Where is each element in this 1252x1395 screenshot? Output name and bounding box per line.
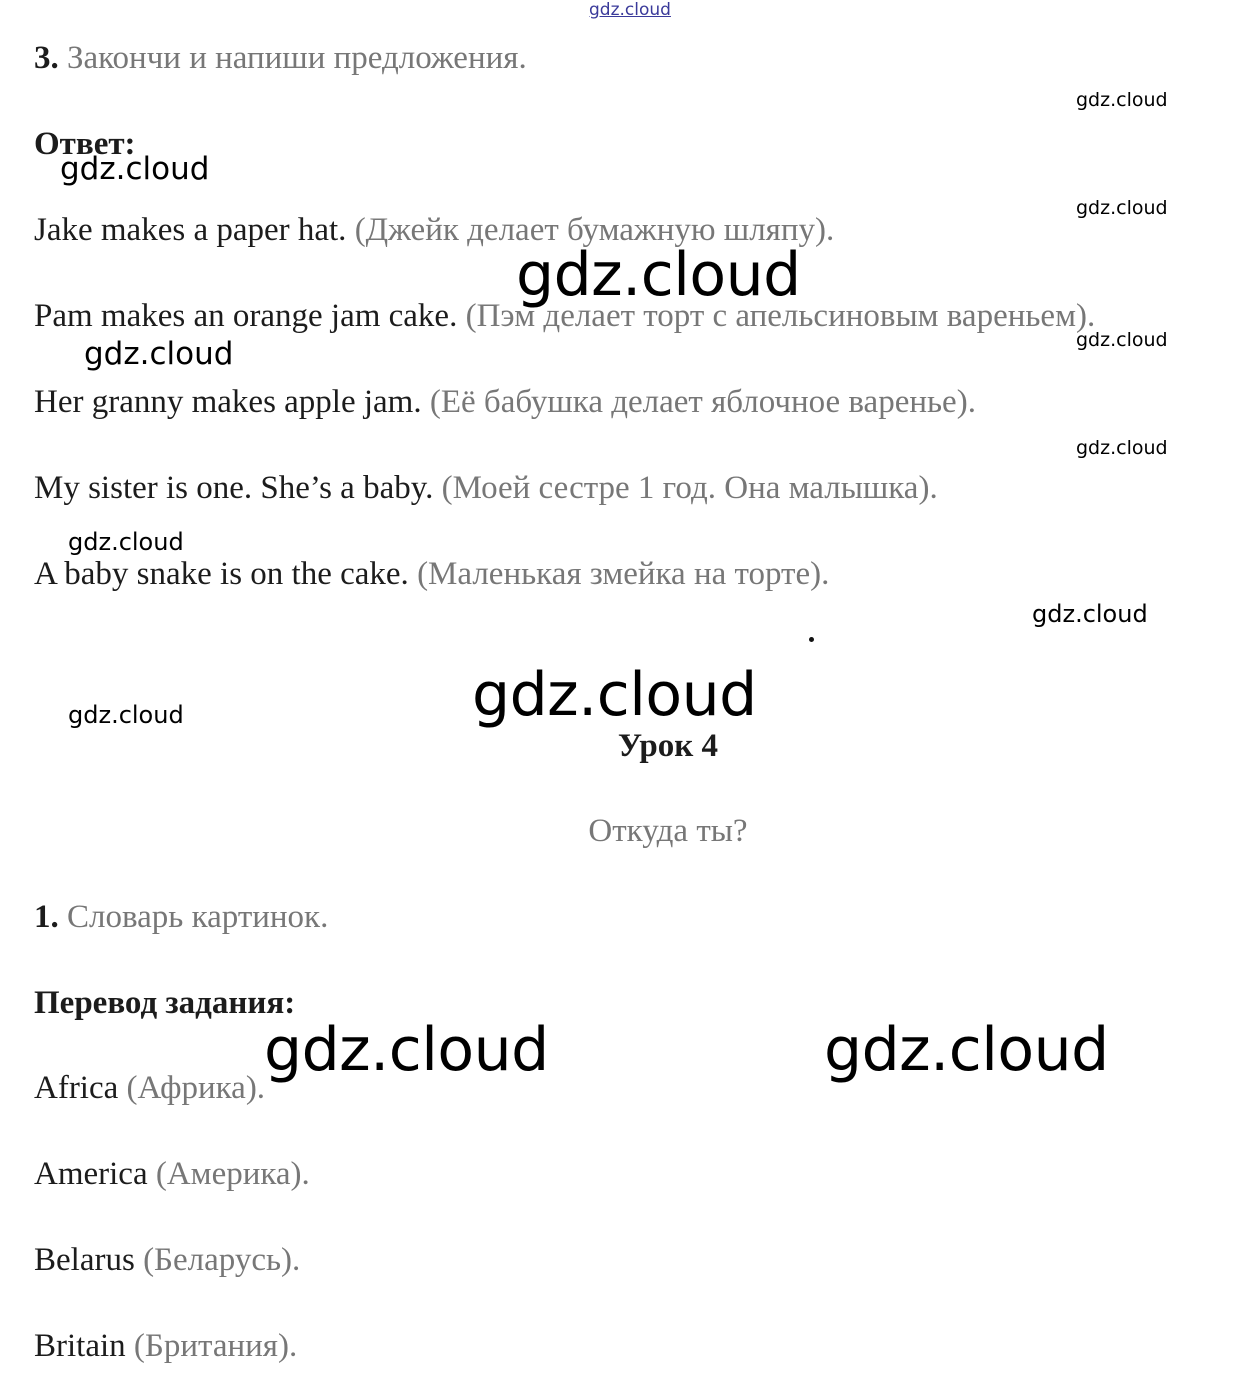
sentence-1-en: Jake makes a paper hat. [34, 212, 347, 248]
translation-label: Перевод задания: [34, 985, 296, 1021]
word-3-ru: (Беларусь). [143, 1242, 301, 1278]
watermark: gdz.cloud [824, 1015, 1109, 1085]
word-1-ru: (Африка). [126, 1070, 266, 1106]
watermark: gdz.cloud [84, 336, 234, 372]
word-4-en: Britain [34, 1328, 126, 1364]
sentence-4-ru: (Моей сестре 1 год. Она малышка). [441, 470, 938, 506]
watermark: gdz.cloud [1076, 437, 1168, 459]
lesson-title: Урок 4 [617, 728, 719, 764]
answer-label: Ответ: [34, 126, 136, 162]
sentence-4-en: My sister is one. She’s a baby. [34, 470, 434, 506]
sentence-3 [34, 382, 976, 422]
task3-heading [34, 38, 527, 78]
word-4 [34, 1326, 297, 1366]
word-3 [34, 1240, 300, 1280]
watermark: gdz.cloud [1076, 197, 1168, 219]
sentence-5-ru: (Маленькая змейка на торте). [417, 556, 830, 592]
word-2-en: America [34, 1156, 148, 1192]
task1-text: Словарь картинок. [67, 899, 329, 935]
sentence-2-en: Pam makes an orange jam cake. [34, 298, 458, 334]
task1-number: 1. [34, 899, 59, 935]
watermark: gdz.cloud [264, 1015, 549, 1085]
watermark: gdz.cloud [60, 151, 210, 187]
sentence-1-ru: (Джейк делает бумажную шляпу). [354, 212, 835, 248]
lesson-subtitle: Откуда ты? [588, 813, 748, 849]
word-3-en: Belarus [34, 1242, 135, 1278]
sentence-4 [34, 468, 938, 508]
stray-dot [809, 637, 814, 642]
sentence-3-ru: (Её бабушка делает яблочное варенье). [429, 384, 976, 420]
watermark: gdz.cloud [68, 528, 184, 556]
task3-text: Закончи и напиши предложения. [67, 40, 527, 76]
watermark-top-link[interactable]: gdz.cloud [589, 0, 671, 20]
sentence-5 [34, 554, 829, 594]
watermark: gdz.cloud [472, 660, 757, 730]
sentence-3-en: Her granny makes apple jam. [34, 384, 422, 420]
word-1-en: Africa [34, 1070, 119, 1106]
task1-heading [34, 897, 328, 937]
word-2 [34, 1154, 310, 1194]
word-4-ru: (Британия). [133, 1328, 298, 1364]
sentence-5-en: A baby snake is on the cake. [34, 556, 409, 592]
watermark: gdz.cloud [516, 240, 801, 310]
task3-number: 3. [34, 40, 59, 76]
sentence-2-ru: (Пэм делает торт с апельсиновым вареньем). [465, 298, 1096, 334]
watermark: gdz.cloud [68, 701, 184, 729]
watermark: gdz.cloud [1076, 89, 1168, 111]
watermark: gdz.cloud [1076, 329, 1168, 351]
watermark: gdz.cloud [1032, 600, 1148, 628]
word-2-ru: (Америка). [155, 1156, 310, 1192]
word-1 [34, 1068, 265, 1108]
